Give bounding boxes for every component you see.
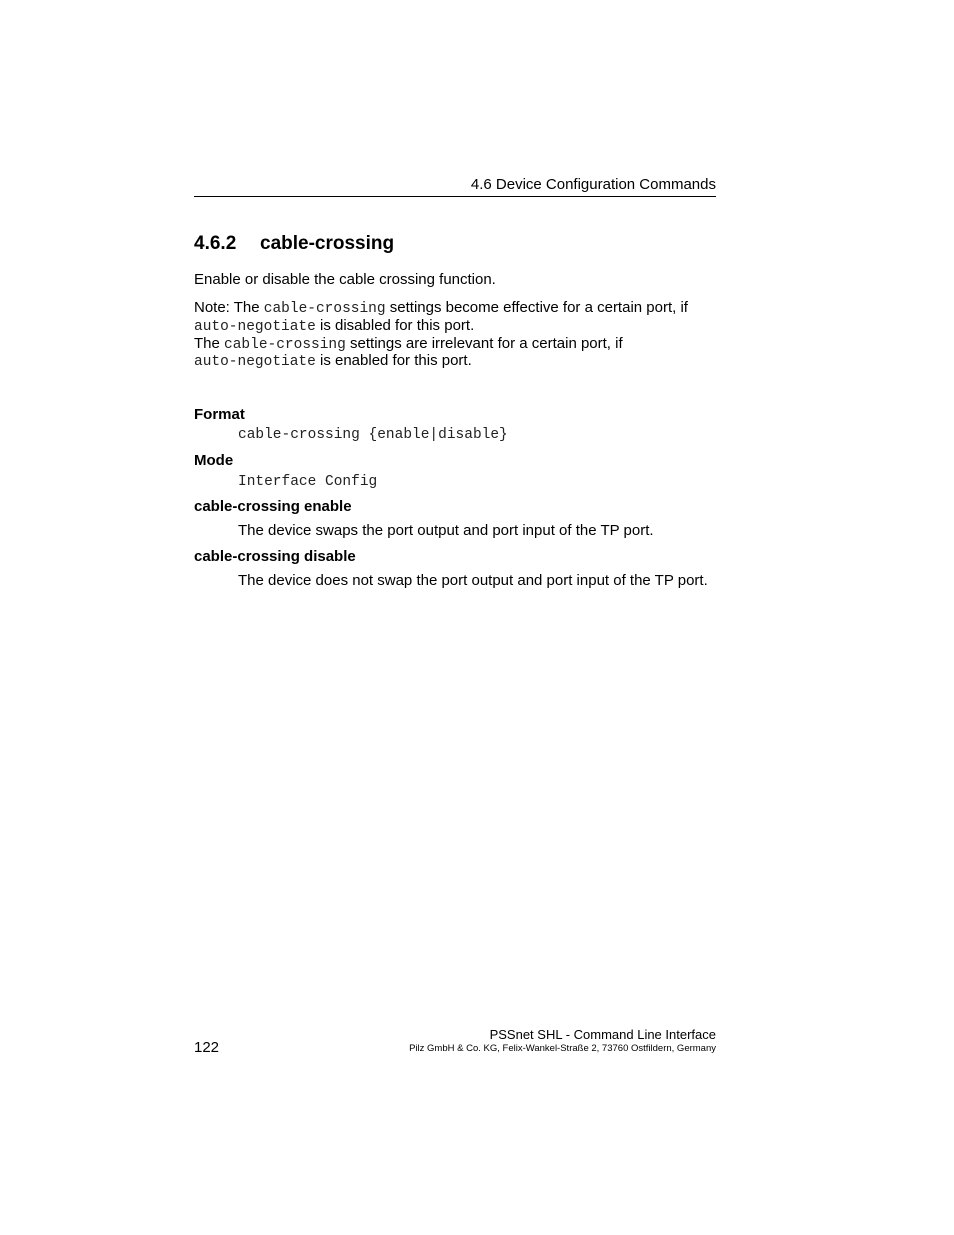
header-rule	[194, 196, 716, 197]
section-number: 4.6.2	[194, 233, 237, 254]
intro-text: Enable or disable the cable crossing function.	[194, 271, 496, 288]
section-heading	[194, 233, 394, 255]
section-title: cable-crossing	[260, 233, 395, 254]
mode-value: Interface Config	[238, 474, 378, 490]
mode-label: Mode	[194, 452, 234, 469]
format-value: cable-crossing {enable|disable}	[238, 427, 508, 443]
inline-code: cable-crossing	[224, 337, 346, 353]
inline-code: auto-negotiate	[194, 319, 316, 335]
footer-company: Pilz GmbH & Co. KG, Felix-Wankel-Straße 2, 73760 Ostfildern, Germany	[409, 1043, 716, 1054]
disable-description: The device does not swap the port output and port input of the TP port.	[238, 572, 708, 589]
note-line-1: Note: The cable-crossing settings become effective for a certain port, if	[194, 299, 688, 317]
inline-code: auto-negotiate	[194, 354, 316, 370]
footer-title: PSSnet SHL - Command Line Interface	[489, 1027, 716, 1042]
note-line-3: The cable-crossing settings are irrelevant for a certain port, if	[194, 335, 623, 353]
page-number: 122	[194, 1039, 220, 1056]
enable-label: cable-crossing enable	[194, 498, 352, 515]
enable-description: The device swaps the port output and port input of the TP port.	[238, 522, 654, 539]
note-line-2: auto-negotiate is disabled for this port.	[194, 317, 475, 335]
inline-code: cable-crossing	[263, 301, 386, 317]
disable-label: cable-crossing disable	[194, 548, 356, 565]
running-header: 4.6 Device Configuration Commands	[470, 176, 716, 193]
format-label: Format	[194, 406, 245, 423]
note-line-4: auto-negotiate is enabled for this port.	[194, 352, 472, 370]
